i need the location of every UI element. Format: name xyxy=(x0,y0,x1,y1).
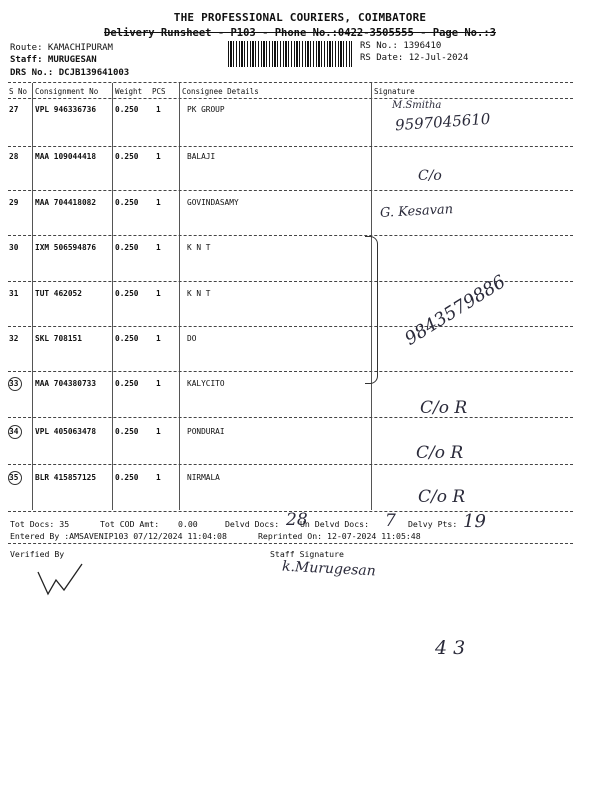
handwritten-sign: C/o R xyxy=(416,443,464,463)
row-weight: 0.250 xyxy=(115,198,139,207)
row-sno: 28 xyxy=(9,152,19,161)
footer-divider xyxy=(8,543,573,544)
handwritten-sign: G. Kesavan xyxy=(379,202,454,221)
runsheet-line: Delivery Runsheet - P103 - Phone No.:0422-3505555 - Page No.:3 xyxy=(104,27,496,39)
table-row xyxy=(0,332,600,372)
row-consignment: VPL 946336736 xyxy=(35,105,97,114)
row-consignee: K N T xyxy=(187,243,211,252)
total-docs: Tot Docs: 35 xyxy=(10,519,70,529)
drs-number: DRS No.: DCJB139641003 xyxy=(10,68,130,78)
rs-number: RS No.: 1396410 xyxy=(360,41,442,51)
row-weight: 0.250 xyxy=(115,473,139,482)
row-consignee: NIRMALA xyxy=(187,473,220,482)
table-row xyxy=(0,287,600,327)
undelivered-docs-value: 7 xyxy=(385,511,396,531)
table-row xyxy=(0,150,600,190)
row-pcs: 1 xyxy=(156,289,161,298)
undelivered-docs-label: Un Delvd Docs: xyxy=(300,519,370,529)
delivery-points-value: 19 xyxy=(463,511,486,532)
staff-label: Staff: MURUGESAN xyxy=(10,55,97,65)
row-divider xyxy=(8,417,573,418)
col-consignment: Consignment No xyxy=(35,87,99,96)
handwritten-phone: 9843579886 xyxy=(401,271,510,350)
staff-signature: k.Murugesan xyxy=(281,558,377,580)
route-label: Route: KAMACHIPURAM xyxy=(10,43,113,53)
row-pcs: 1 xyxy=(156,427,161,436)
staff-signature-label: Staff Signature xyxy=(270,549,344,559)
handwritten-sign: C/o xyxy=(418,168,442,184)
row-sno: 35 xyxy=(9,473,19,482)
verifier-signature xyxy=(30,560,100,600)
entered-by: Entered By :AMSAVENIP103 07/12/2024 11:04:08 xyxy=(10,531,227,541)
row-consignment: MAA 704418082 xyxy=(35,198,97,207)
row-weight: 0.250 xyxy=(115,379,139,388)
row-divider xyxy=(8,235,573,236)
delivered-docs-label: Delvd Docs: xyxy=(225,519,280,529)
handwritten-sign: C/o R xyxy=(420,398,468,418)
row-weight: 0.250 xyxy=(115,334,139,343)
row-divider xyxy=(8,371,573,372)
delivery-points-label: Delvy Pts: xyxy=(408,519,458,529)
row-divider xyxy=(8,464,573,465)
col-consignee: Consignee Details xyxy=(182,87,259,96)
rs-date: RS Date: 12-Jul-2024 xyxy=(360,53,469,63)
row-pcs: 1 xyxy=(156,105,161,114)
col-pcs: PCS xyxy=(152,87,166,96)
row-sno: 30 xyxy=(9,243,19,252)
row-weight: 0.250 xyxy=(115,105,139,114)
row-pcs: 1 xyxy=(156,334,161,343)
company-title: THE PROFESSIONAL COURIERS, COIMBATORE xyxy=(173,11,427,24)
row-sno: 29 xyxy=(9,198,19,207)
page-mark: 4 3 xyxy=(435,637,466,659)
reprinted-on: Reprinted On: 12-07-2024 11:05:48 xyxy=(258,531,421,541)
row-consignment: MAA 109044418 xyxy=(35,152,97,161)
col-weight: Weight xyxy=(115,87,143,96)
col-signature: Signature xyxy=(374,87,415,96)
row-consignee: K N T xyxy=(187,289,211,298)
delivered-docs-value: 28 xyxy=(286,510,308,530)
row-pcs: 1 xyxy=(156,243,161,252)
row-pcs: 1 xyxy=(156,198,161,207)
row-pcs: 1 xyxy=(156,473,161,482)
row-divider xyxy=(8,326,573,327)
total-cod-label: Tot COD Amt: xyxy=(100,519,160,529)
handwritten-sign: C/o R xyxy=(418,487,466,507)
row-consignment: VPL 405063478 xyxy=(35,427,97,436)
row-sno: 34 xyxy=(9,427,19,436)
row-consignment: SKL 708151 xyxy=(35,334,82,343)
row-consignment: MAA 704380733 xyxy=(35,379,97,388)
row-consignee: KALYCITO xyxy=(187,379,225,388)
header-divider-bottom xyxy=(8,98,573,99)
row-weight: 0.250 xyxy=(115,427,139,436)
table-row xyxy=(0,471,600,511)
table-row xyxy=(0,241,600,281)
table-row xyxy=(0,425,600,465)
row-consignment: TUT 462052 xyxy=(35,289,82,298)
handwritten-name: M.Smitha xyxy=(392,100,442,111)
handwritten-bracket xyxy=(365,236,378,384)
row-divider xyxy=(8,146,573,147)
row-sno: 33 xyxy=(9,379,19,388)
row-consignee: GOVINDASAMY xyxy=(187,198,239,207)
header-divider-top xyxy=(8,82,573,83)
row-sno: 27 xyxy=(9,105,19,114)
row-consignment: IXM 506594876 xyxy=(35,243,97,252)
row-pcs: 1 xyxy=(156,152,161,161)
table-row xyxy=(0,377,600,417)
row-pcs: 1 xyxy=(156,379,161,388)
row-weight: 0.250 xyxy=(115,243,139,252)
row-consignee: PONDURAI xyxy=(187,427,225,436)
col-sno: S No xyxy=(9,87,28,96)
total-cod-amount: 0.00 xyxy=(178,519,198,529)
barcode xyxy=(228,41,352,67)
verified-by-label: Verified By xyxy=(10,549,65,559)
row-consignee: BALAJI xyxy=(187,152,216,161)
row-sno: 31 xyxy=(9,289,19,298)
row-divider xyxy=(8,190,573,191)
table-row xyxy=(0,103,600,148)
table-row xyxy=(0,196,600,236)
row-weight: 0.250 xyxy=(115,289,139,298)
row-consignee: DO xyxy=(187,334,197,343)
row-consignment: BLR 415857125 xyxy=(35,473,97,482)
row-consignee: PK GROUP xyxy=(187,105,225,114)
handwritten-phone: 9597045610 xyxy=(394,109,491,135)
row-weight: 0.250 xyxy=(115,152,139,161)
row-sno: 32 xyxy=(9,334,19,343)
